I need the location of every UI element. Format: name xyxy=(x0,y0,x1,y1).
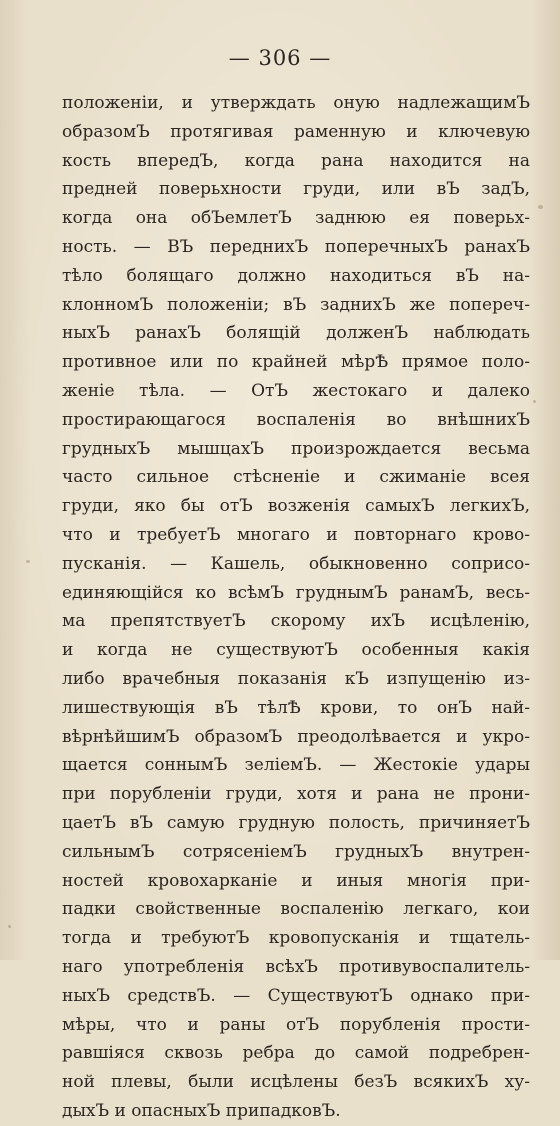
text-line: часто сильное стѣсненіе и сжиманіе всея xyxy=(62,467,530,488)
text-line: либо врачебныя показанія кЪ изпущенію из- xyxy=(62,668,530,689)
text-line: предней поверьхности груди, или вЪ задЪ, xyxy=(62,179,530,200)
page-number: — 306 — xyxy=(228,46,332,70)
text-line: груди, яко бы отЪ возженія самыхЪ легкихЪ, xyxy=(62,496,530,517)
text-line: положеніи, и утверждать оную надлежащимЪ xyxy=(62,93,530,113)
text-line: грудныхЪ мышцахЪ произрождается весьма xyxy=(62,438,530,459)
text-line: вѣрнѣйшимЪ образомЪ преодолѣвается и укро- xyxy=(62,726,530,747)
text-line: ность. — ВЪ переднихЪ поперечныхЪ ранахЪ xyxy=(62,236,530,257)
text-line: пусканія. — Кашель, обыкновенно соприсо- xyxy=(62,553,530,574)
text-line: противное или по крайней мѣрѢ прямое поло- xyxy=(62,352,530,373)
text-line: тогда и требуютЪ кровопусканія и тщатель- xyxy=(62,928,530,949)
paper-speck xyxy=(8,925,11,928)
text-line: щается соннымЪ зеліемЪ. — Жестокіе удары xyxy=(62,755,530,776)
text-line: единяющійся ко всѣмЪ груднымЪ ранамЪ, весь- xyxy=(62,582,530,603)
text-line: простирающагося воспаленія во внѣшнихЪ xyxy=(62,409,530,430)
text-line: дыхЪ и опасныхЪ припадковЪ. xyxy=(62,1100,341,1121)
text-line: клонномЪ положеніи; вЪ заднихЪ же попереч- xyxy=(62,294,530,315)
text-line: мѣры, что и раны отЪ порубленія прости- xyxy=(62,1014,530,1035)
text-line: что и требуетЪ многаго и повторнаго крово- xyxy=(62,524,530,545)
text-line: падки свойственные воспаленію легкаго, кои xyxy=(62,899,530,920)
paper-speck xyxy=(538,205,543,209)
text-line: цаетЪ вЪ самую грудную полость, причиняетЪ xyxy=(62,812,530,833)
text-line: ныхЪ средствЪ. — СуществуютЪ однако при- xyxy=(62,985,530,1006)
text-line: лишествующія вЪ тѣлѢ крови, то онЪ най- xyxy=(62,697,530,718)
text-line: образомЪ протягивая раменную и ключевую xyxy=(62,121,530,142)
text-line: женіе тѣла. — ОтЪ жестокаго и далеко xyxy=(62,380,530,401)
paper-speck xyxy=(533,400,536,403)
text-line: ной плевы, были исцѣлены безЪ всякихЪ ху- xyxy=(62,1072,530,1093)
text-line: кость впередЪ, когда рана находится на xyxy=(62,150,530,171)
text-line: сильнымЪ сотрясеніемЪ грудныхЪ внутрен- xyxy=(62,841,530,862)
text-line: и когда не существуютЪ особенныя какія xyxy=(62,640,530,661)
text-line: равшіяся сквозь ребра до самой подребрен- xyxy=(62,1043,530,1064)
text-line: тѣло болящаго должно находиться вЪ на- xyxy=(62,265,530,286)
paper-speck xyxy=(26,560,30,563)
text-line: наго употребленія всѣхЪ противувоспалитель- xyxy=(62,956,530,977)
body-text xyxy=(62,89,530,1126)
text-line: при порубленіи груди, хотя и рана не прони- xyxy=(62,784,530,805)
text-line: ма препятствуетЪ скорому ихЪ исцѣленію, xyxy=(62,611,530,632)
text-line: ностей кровохарканіе и иныя многія при- xyxy=(62,870,530,891)
text-line: когда она обЪемлетЪ заднюю ея поверьх- xyxy=(62,208,530,229)
text-line: ныхЪ ранахЪ болящій долженЪ наблюдать xyxy=(62,323,530,344)
